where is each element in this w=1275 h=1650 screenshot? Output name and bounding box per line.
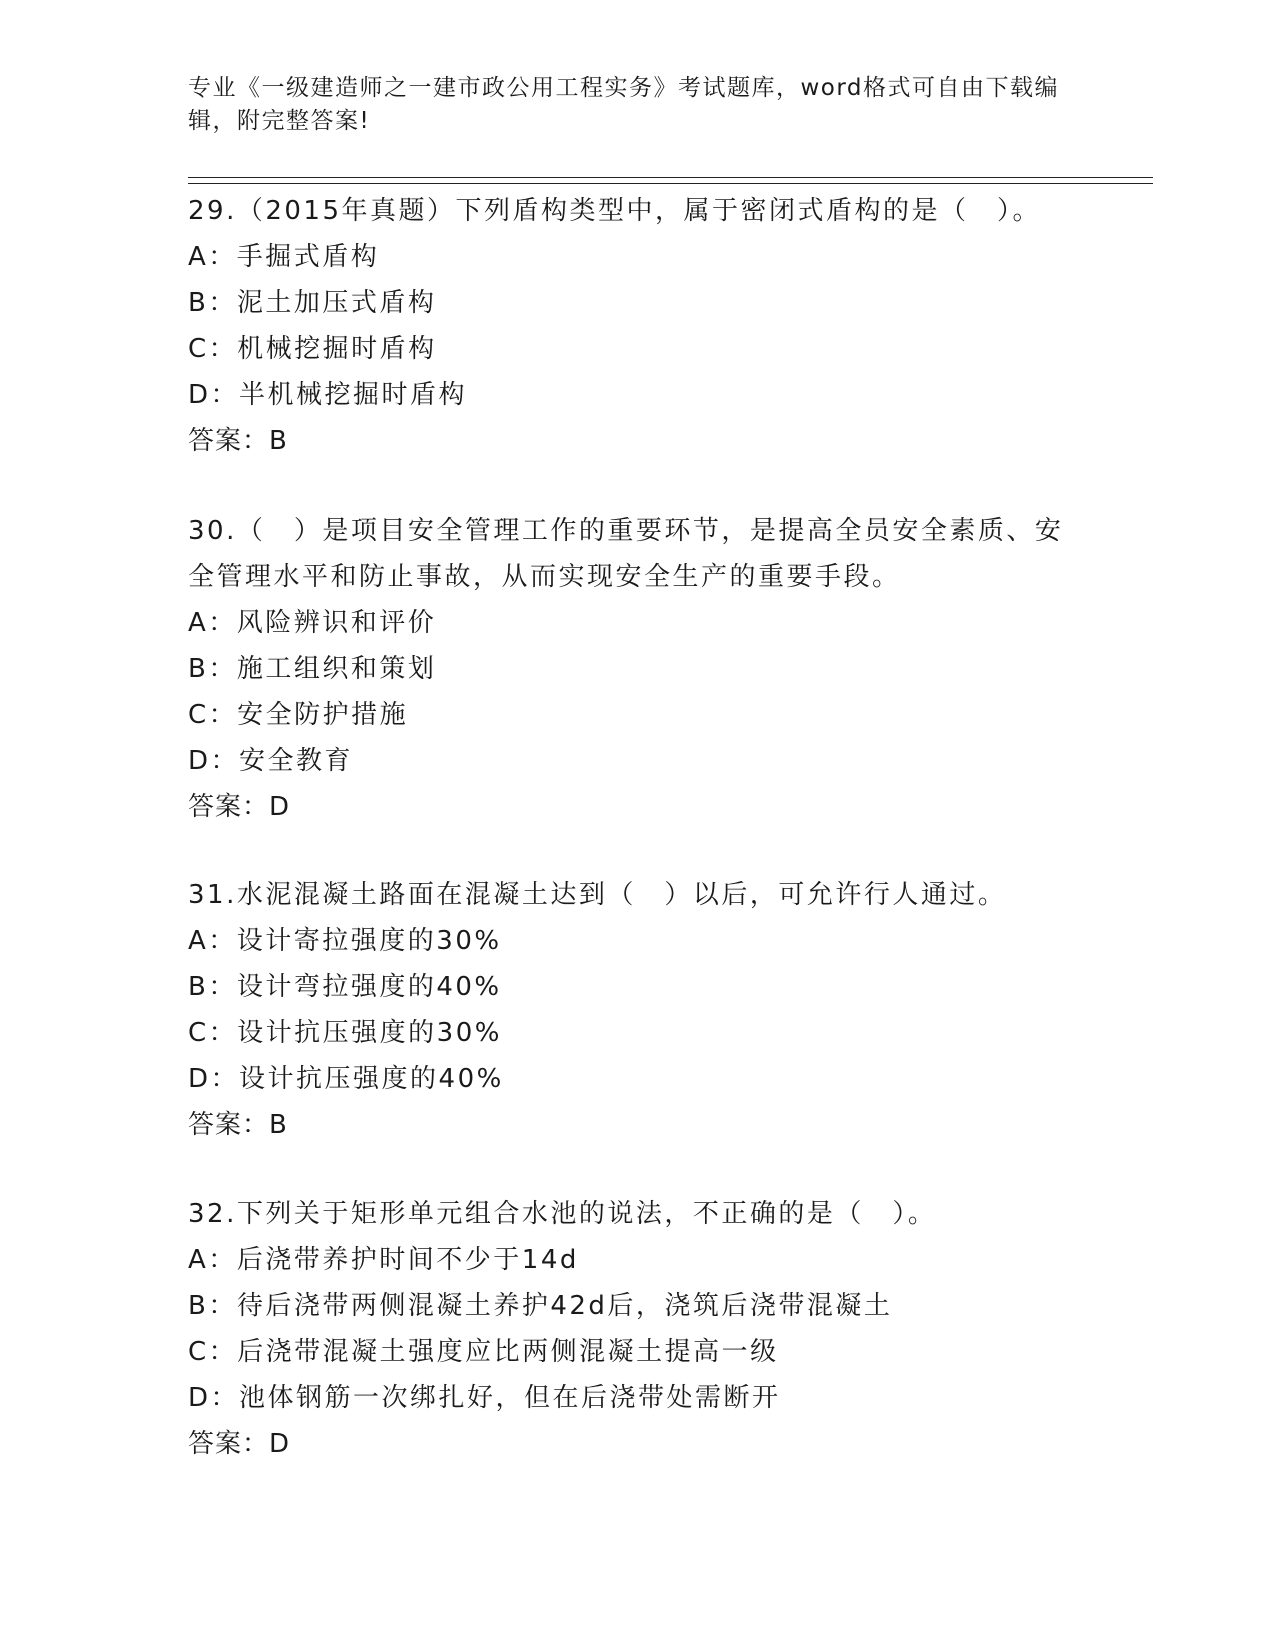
header-divider-top	[188, 177, 1153, 178]
option-a: A：后浇带养护时间不少于14d	[188, 1245, 579, 1275]
option-d: D：安全教育	[188, 746, 354, 776]
document-header: 专业《一级建造师之一建市政公用工程实务》考试题库，word格式可自由下载编辑，附完整答案!	[188, 75, 1060, 134]
answer-label: 答案：B	[188, 1110, 288, 1140]
question-32	[188, 1191, 1088, 1467]
answer-label: 答案：D	[188, 1429, 291, 1459]
option-a: A：风险辨识和评价	[188, 608, 437, 638]
question-31	[188, 872, 1088, 1148]
option-b: B：设计弯拉强度的40%	[188, 972, 502, 1002]
option-c: C：设计抗压强度的30%	[188, 1018, 502, 1048]
option-c: C：后浇带混凝土强度应比两侧混凝土提高一级	[188, 1337, 779, 1367]
question-30	[188, 508, 1088, 830]
answer-label: 答案：D	[188, 792, 291, 822]
option-c: C：安全防护措施	[188, 700, 409, 730]
question-stem: 31.水泥混凝土路面在混凝土达到（ ）以后，可允许行人通过。	[188, 880, 1007, 910]
option-c: C：机械挖掘时盾构	[188, 334, 437, 364]
question-stem: 30.（ ）是项目安全管理工作的重要环节，是提高全员安全素质、安全管理水平和防止事故，从而实现安全生产的重要手段。	[188, 516, 1064, 592]
option-d: D：池体钢筋一次绑扎好，但在后浇带处需断开	[188, 1383, 781, 1413]
option-d: D：设计抗压强度的40%	[188, 1064, 504, 1094]
answer-label: 答案：B	[188, 426, 288, 456]
option-a: A：手掘式盾构	[188, 242, 380, 272]
option-b: B：待后浇带两侧混凝土养护42d后，浇筑后浇带混凝土	[188, 1291, 893, 1321]
option-d: D：半机械挖掘时盾构	[188, 380, 468, 410]
header-divider-bottom	[188, 183, 1153, 184]
option-b: B：施工组织和策划	[188, 654, 437, 684]
option-b: B：泥土加压式盾构	[188, 288, 437, 318]
question-stem: 32.下列关于矩形单元组合水池的说法，不正确的是（ ）。	[188, 1199, 937, 1229]
question-stem: 29.（2015年真题）下列盾构类型中，属于密闭式盾构的是（ ）。	[188, 196, 1042, 226]
question-29	[188, 188, 1088, 464]
option-a: A：设计寄拉强度的30%	[188, 926, 502, 956]
